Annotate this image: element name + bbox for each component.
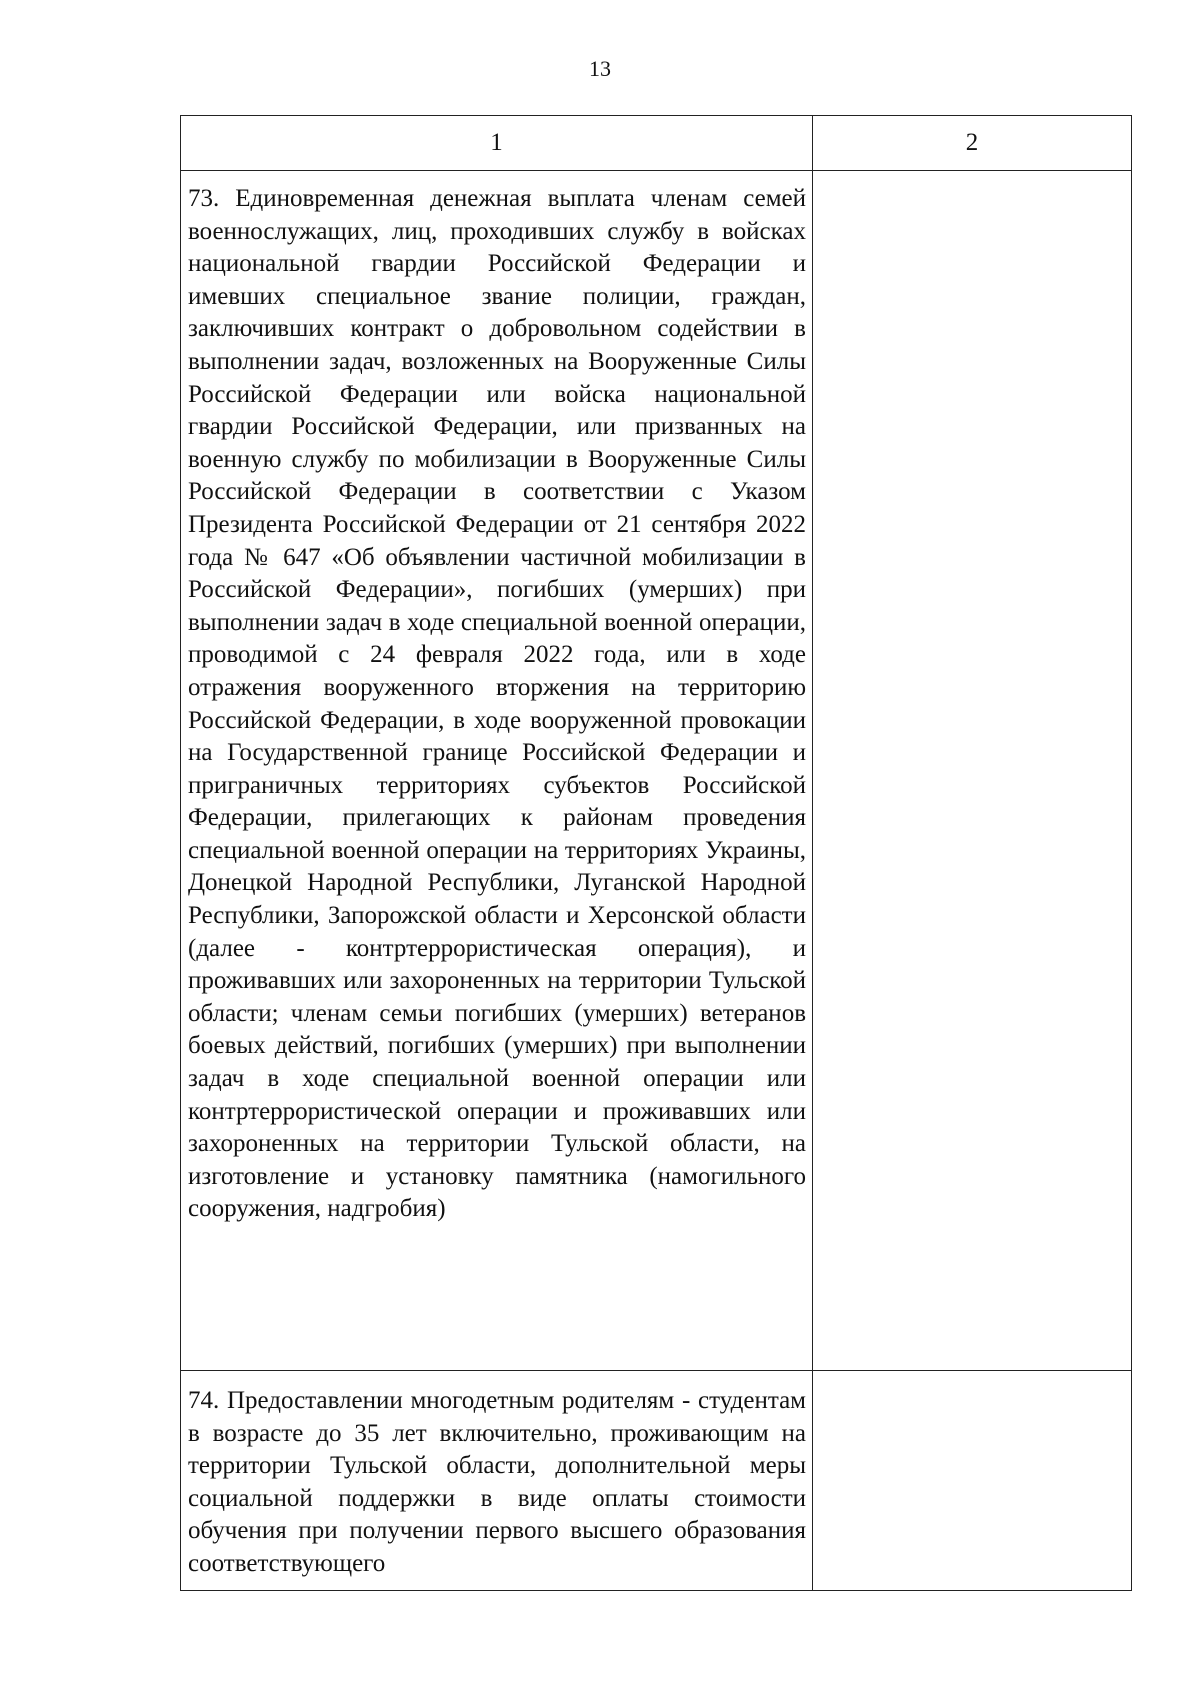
table-row <box>181 1371 1132 1591</box>
column-header-1: 1 <box>181 116 813 171</box>
table-cell-item-74-col2 <box>813 1371 1132 1591</box>
table-header-row <box>181 116 1132 171</box>
table-cell-item-74 <box>181 1371 813 1591</box>
table-cell-item-73 <box>181 171 813 1371</box>
document-table <box>180 115 1132 1591</box>
page-number: 13 <box>589 56 611 81</box>
item-73-text: 73. Единовременная денежная выплата членам семей военнослужащих, лиц, проходивших службу в войсках национальной гвардии Российской Федерации и имевших специальное звание полиции, граждан, заключивших контракт о добровольном содействии в выполнении задач, возложенных на Вооруженные Силы Российской Федерации или войска национальной гвардии Российской Федерации, или призванных на военную службу по мобилизации в Вооруженные Силы Российской Федерации в соответствии с Указом Президента Российской Федерации от 21 сентября 2022 года № 647 «Об объявлении частичной мобилизации в Российской Федерации», погибших (умерших) при выполнении задач в ходе специальной военной операции, проводимой с 24 февраля 2022 года, или в ходе отражения вооруженного вторжения на территорию Российской Федерации, в ходе вооруженной провокации на Государственной границе Российской Федерации и приграничных территориях субъектов Российской Федерации, прилегающих к районам проведения специальной военной операции на территориях Украины, Донецкой Народной Республики, Луганской Народной Республики, Запорожской области и Херсонской области (далее - контртеррористическая операция), и проживавших или захороненных на территории Тульской области; членам семьи погибших (умерших) ветеранов боевых действий, погибших (умерших) при выполнении задач в ходе специальной военной операции или контртеррористической операции и проживавших или захороненных на территории Тульской области, на изготовление и установку памятника (намогильного сооружения, надгробия) <box>188 185 806 1223</box>
table-cell-item-73-col2 <box>813 171 1132 1371</box>
item-74-text: 74. Предоставлении многодетным родителям - студентам в возрасте до 35 лет включительно, проживающим на территории Тульской области, дополнительной меры социальной поддержки в виде оплаты стоимости обучения при получении первого высшего образования соответствующего <box>188 1387 806 1577</box>
table-row <box>181 171 1132 1371</box>
column-header-2: 2 <box>813 116 1132 171</box>
